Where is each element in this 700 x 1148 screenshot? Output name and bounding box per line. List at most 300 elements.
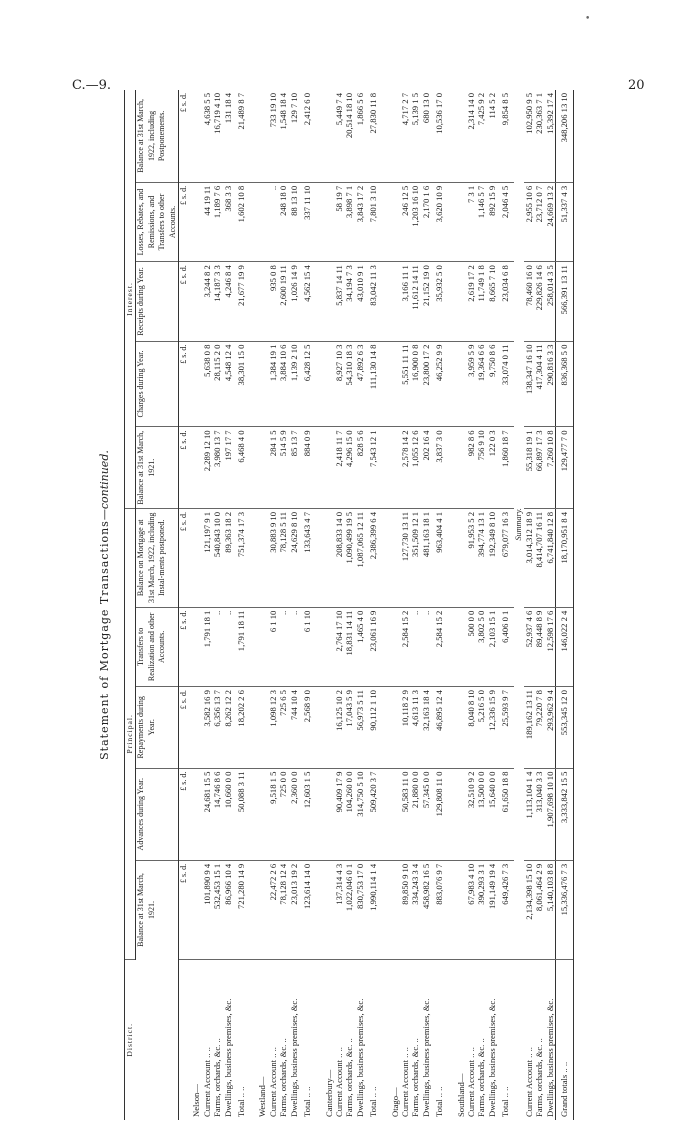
value-cell: 1,090,499 19 5	[344, 508, 354, 607]
value-cell: 23,800 17 2	[421, 341, 431, 427]
column-header: Balance on Mortgage at 31st March, 1922, including Instal-ments postponed.	[136, 508, 179, 607]
district-header: District.	[125, 959, 179, 1120]
value-cell: 248 18 0	[278, 182, 288, 261]
value-cell: 91,953 5 2	[466, 508, 476, 607]
value-cell: 18,831 14 11	[344, 607, 354, 686]
value-cell: 122 0 3	[487, 427, 497, 509]
row-label: Grand totals .. ..	[556, 959, 573, 1120]
value-cell: 4,246 8 4	[223, 262, 233, 341]
value-cell: 11,612 14 11	[410, 262, 420, 341]
value-cell: 892 15 9	[487, 182, 497, 261]
value-cell: 90,112 1 10	[365, 687, 381, 769]
district-heading-row	[255, 90, 267, 1120]
value-cell: 417,304 4 11	[534, 341, 544, 427]
value-cell: 121,197 9 1	[202, 508, 212, 607]
value-cell: 44 19 11	[202, 182, 212, 261]
value-cell: 55,318 19 1	[524, 427, 534, 509]
value-cell: 733 19 10	[268, 90, 278, 182]
value-cell: 114 5 2	[487, 90, 497, 182]
value-cell: 127,730 13 11	[400, 508, 410, 607]
value-cell: 111,130 14 8	[365, 341, 381, 427]
value-cell: 123,614 14 0	[299, 860, 315, 959]
value-cell: 293,962 9 4	[545, 687, 556, 769]
units-cell: £ s. d.	[179, 687, 190, 769]
value-cell: ..	[268, 182, 278, 261]
value-cell: 83,042 11 3	[365, 262, 381, 341]
value-cell: 1,189 7 6	[212, 182, 222, 261]
value-cell	[388, 262, 400, 341]
value-cell: 721,280 14 9	[233, 860, 249, 959]
value-cell: 9,750 8 6	[487, 341, 497, 427]
value-cell: 131 18 4	[223, 90, 233, 182]
value-cell	[322, 607, 334, 686]
value-cell: 86,966 10 4	[223, 860, 233, 959]
value-cell: 19,364 6 6	[476, 341, 486, 427]
row-label: Total .. ..	[236, 1086, 247, 1117]
value-cell	[322, 508, 334, 607]
value-cell: 2,584 15 2	[400, 607, 410, 686]
value-cell: 57,345 0 0	[421, 768, 431, 860]
value-cell: 10,660 0 0	[223, 768, 233, 860]
value-cell	[189, 90, 201, 182]
units-row	[179, 90, 190, 1120]
value-cell	[322, 341, 334, 427]
value-cell: 230,363 7 1	[534, 90, 544, 182]
value-cell: 2,568 9 0	[299, 687, 315, 769]
table-row	[202, 90, 212, 1120]
value-cell: 725 6 5	[278, 687, 288, 769]
value-cell: 2,386,399 6 4	[365, 508, 381, 607]
value-cell: 540,843 10 0	[212, 508, 222, 607]
value-cell: 3,582 16 9	[202, 687, 212, 769]
value-cell: 2,103 15 1	[487, 607, 497, 686]
value-cell: 16,719 4 10	[212, 90, 222, 182]
value-cell: 46,895 12 4	[431, 687, 447, 769]
value-cell	[322, 768, 334, 860]
table-row	[400, 90, 410, 1120]
page-reference: C.—9.	[72, 78, 112, 93]
value-cell: 61,650 18 8	[497, 768, 513, 860]
row-label: Total .. ..	[500, 1086, 511, 1117]
value-cell: 21,152 19 0	[421, 262, 431, 341]
value-cell: 21,677 19 9	[233, 262, 249, 341]
value-cell: 290,816 3 3	[545, 341, 556, 427]
value-cell	[454, 687, 466, 769]
value-cell: 4,717 2 7	[400, 90, 410, 182]
value-cell	[388, 90, 400, 182]
value-cell: 1,791 18 11	[233, 607, 249, 686]
value-cell	[322, 427, 334, 509]
value-cell: 7,260 10 8	[545, 427, 556, 509]
value-cell: 23,712 0 7	[534, 182, 544, 261]
value-cell: 6,468 4 0	[233, 427, 249, 509]
column-header: Balance at 31st March, 1922, including Postponements.	[136, 90, 179, 182]
units-cell: £ s. d.	[179, 860, 190, 959]
value-cell: 1,990,114 1 4	[365, 860, 381, 959]
value-cell	[189, 607, 201, 686]
value-cell: 1,866 5 6	[355, 90, 365, 182]
district-heading-row	[189, 90, 201, 1120]
value-cell: 3,244 8 2	[202, 262, 212, 341]
table-row	[410, 90, 420, 1120]
row-label: Total .. ..	[434, 1086, 445, 1117]
value-cell: 2,764 17 10	[334, 607, 344, 686]
value-cell	[255, 262, 267, 341]
value-cell: 133,643 4 7	[299, 508, 315, 607]
value-cell: 129,477 7 0	[556, 427, 573, 509]
value-cell: ..	[212, 607, 222, 686]
value-cell: 88 13 10	[289, 182, 299, 261]
value-cell: 8,665 7 10	[487, 262, 497, 341]
value-cell: 15,640 0 0	[487, 768, 497, 860]
value-cell: 1,098 12 3	[268, 687, 278, 769]
value-cell: 15,392 17 4	[545, 90, 556, 182]
row-label: Dwellings, business premises, &c.	[354, 998, 365, 1117]
value-cell: 192,349 8 10	[487, 508, 497, 607]
total-row	[431, 90, 447, 1120]
value-cell: ..	[278, 607, 288, 686]
value-cell: 14,187 3 3	[212, 262, 222, 341]
value-cell	[454, 860, 466, 959]
row-label: Current Account .. ..	[465, 1047, 476, 1117]
value-cell: 830,753 17 0	[355, 860, 365, 959]
value-cell: 54,310 18 3	[344, 341, 354, 427]
value-cell: 284 1 5	[268, 427, 278, 509]
value-cell: 102,950 9 5	[524, 90, 534, 182]
value-cell: 1,146 5 7	[476, 182, 486, 261]
summary-heading-row	[514, 90, 524, 1120]
value-cell: 246 12 5	[400, 182, 410, 261]
units-cell: £ s. d.	[179, 90, 190, 182]
value-cell: 553,345 12 0	[556, 687, 573, 769]
value-cell: 23,013 19 2	[289, 860, 299, 959]
value-cell	[454, 427, 466, 509]
value-cell: 3,843 17 2	[355, 182, 365, 261]
value-cell: 101,890 9 4	[202, 860, 212, 959]
value-cell: 47,892 6 3	[355, 341, 365, 427]
table-row	[355, 90, 365, 1120]
value-cell: 351,509 12 1	[410, 508, 420, 607]
value-cell: 3,837 3 0	[431, 427, 447, 509]
column-header: Receipts during Year.	[136, 262, 179, 341]
value-cell: 90,409 17 9	[334, 768, 344, 860]
value-cell: 7,425 9 2	[476, 90, 486, 182]
value-cell	[189, 341, 201, 427]
value-cell: 3,898 7 1	[344, 182, 354, 261]
value-cell	[454, 262, 466, 341]
value-cell: 23,034 6 8	[497, 262, 513, 341]
value-cell: 836,368 5 0	[556, 341, 573, 427]
value-cell	[454, 182, 466, 261]
value-cell: 6 1 10	[299, 607, 315, 686]
value-cell: 50,088 3 11	[233, 768, 249, 860]
value-cell: 58 19 7	[334, 182, 344, 261]
value-cell: 1,860 18 7	[497, 427, 513, 509]
value-cell: 1,384 19 1	[268, 341, 278, 427]
value-cell: 89,448 8 9	[534, 607, 544, 686]
value-cell: 649,426 7 3	[497, 860, 513, 959]
value-cell: 3,333,842 15 5	[556, 768, 573, 860]
value-cell: 137,314 4 3	[334, 860, 344, 959]
row-label: Current Account .. ..	[333, 1047, 344, 1117]
value-cell: 1,139 2 10	[289, 341, 299, 427]
table-row	[534, 90, 544, 1120]
table-row	[344, 90, 354, 1120]
value-cell	[388, 341, 400, 427]
value-cell: 1,907,698 10 10	[545, 768, 556, 860]
table-row	[476, 90, 486, 1120]
value-cell: 24,629 8 10	[289, 508, 299, 607]
value-cell: ..	[289, 607, 299, 686]
table-row	[487, 90, 497, 1120]
value-cell: 500 0 0	[466, 607, 476, 686]
value-cell: 14,746 8 6	[212, 768, 222, 860]
value-cell: 1,791 18 1	[202, 607, 212, 686]
value-cell	[189, 687, 201, 769]
value-cell: 2,046 4 5	[497, 182, 513, 261]
value-cell: 27,830 11 8	[365, 90, 381, 182]
value-cell: 532,453 15 1	[212, 860, 222, 959]
value-cell: 7,543 12 1	[365, 427, 381, 509]
value-cell	[189, 860, 201, 959]
value-cell	[255, 687, 267, 769]
value-cell: 23,061 16 9	[365, 607, 381, 686]
value-cell: 3,014,312 18 9	[524, 508, 534, 607]
value-cell: 32,510 9 2	[466, 768, 476, 860]
value-cell: 458,982 16 5	[421, 860, 431, 959]
value-cell	[454, 607, 466, 686]
value-cell: 43,010 9 1	[355, 262, 365, 341]
value-cell: 9,518 1 5	[268, 768, 278, 860]
value-cell: 33,074 0 11	[497, 341, 513, 427]
value-cell	[388, 508, 400, 607]
value-cell: 2,955 10 6	[524, 182, 534, 261]
total-row	[233, 90, 249, 1120]
value-cell: 202 16 4	[421, 427, 431, 509]
value-cell	[388, 182, 400, 261]
value-cell: 2,360 0 0	[289, 768, 299, 860]
value-cell: 46,252 9 9	[431, 341, 447, 427]
district-heading-row	[454, 90, 466, 1120]
value-cell	[255, 860, 267, 959]
value-cell: 566,391 13 11	[556, 262, 573, 341]
value-cell: 5,140,103 8 8	[545, 860, 556, 959]
value-cell: 7,801 3 10	[365, 182, 381, 261]
value-cell: 883,076 9 7	[431, 860, 447, 959]
grand-total-row	[556, 90, 573, 1120]
row-label: Farms, orchards, &c. ..	[212, 1038, 223, 1117]
value-cell: 6,741,840 12 8	[545, 508, 556, 607]
column-header: Advances during Year.	[136, 768, 179, 860]
units-spacer	[179, 959, 190, 1120]
value-cell	[255, 90, 267, 182]
value-cell: 89,363 18 2	[223, 508, 233, 607]
value-cell	[189, 182, 201, 261]
value-cell: 129,808 11 0	[431, 768, 447, 860]
units-cell: £ s. d.	[179, 768, 190, 860]
value-cell: 1,203 16 10	[410, 182, 420, 261]
value-cell: 78,128 12 4	[278, 860, 288, 959]
total-row	[365, 90, 381, 1120]
units-cell: £ s. d.	[179, 427, 190, 509]
value-cell: 935 0 8	[268, 262, 278, 341]
value-cell: 1,548 18 4	[278, 90, 288, 182]
value-cell: 2,418 11 7	[334, 427, 344, 509]
table-row	[289, 90, 299, 1120]
column-header: Repayments during Year.	[136, 687, 179, 769]
value-cell: 2,134,398 15 10	[524, 860, 534, 959]
table-row	[524, 90, 534, 1120]
value-cell: 208,833 14 0	[334, 508, 344, 607]
value-cell: 6,356 13 7	[212, 687, 222, 769]
district-heading-row	[322, 90, 334, 1120]
value-cell	[189, 262, 201, 341]
value-cell: 4,638 5 5	[202, 90, 212, 182]
value-cell: 38,301 15 0	[233, 341, 249, 427]
value-cell	[454, 341, 466, 427]
value-cell: 8,927 10 3	[334, 341, 344, 427]
value-cell: 6,428 12 5	[299, 341, 315, 427]
summary-heading: Summary.	[514, 90, 524, 959]
value-cell	[322, 90, 334, 182]
value-cell: 10,536 17 0	[431, 90, 447, 182]
value-cell: 8,262 12 2	[223, 687, 233, 769]
row-label: Total .. ..	[368, 1086, 379, 1117]
value-cell: 884 0 9	[299, 427, 315, 509]
row-label: Otago—	[389, 1087, 400, 1117]
value-cell: 4,548 12 4	[223, 341, 233, 427]
row-label: Dwellings, business premises, &c.	[288, 998, 299, 1117]
row-label: Farms, orchards, &c. ..	[476, 1038, 487, 1117]
value-cell: 5,216 5 0	[476, 687, 486, 769]
table-row	[212, 90, 222, 1120]
value-cell: 2,170 1 6	[421, 182, 431, 261]
units-cell: £ s. d.	[179, 607, 190, 686]
value-cell: 16,900 0 8	[410, 341, 420, 427]
interest-header: Interest.	[125, 90, 136, 508]
column-header: Balance at 31st March, 1921.	[136, 427, 179, 509]
row-label: Total .. ..	[302, 1086, 313, 1117]
row-label: Westland—	[257, 1076, 268, 1117]
value-cell	[255, 341, 267, 427]
value-cell: 28,115 2 0	[212, 341, 222, 427]
value-cell: 5,638 0 8	[202, 341, 212, 427]
value-cell: 4,296 15 0	[344, 427, 354, 509]
row-label: Farms, orchards, &c. ..	[344, 1038, 355, 1117]
value-cell	[189, 508, 201, 607]
total-row	[299, 90, 315, 1120]
value-cell: 963,404 4 1	[431, 508, 447, 607]
value-cell: 3,980 13 7	[212, 427, 222, 509]
value-cell: 15,336,476 7 3	[556, 860, 573, 959]
value-cell: 138,347 16 10	[524, 341, 534, 427]
row-label: Current Account .. ..	[267, 1047, 278, 1117]
value-cell: 66,897 17 3	[534, 427, 544, 509]
mortgage-transactions-table	[124, 90, 574, 1120]
value-cell: 51,337 4 3	[556, 182, 573, 261]
value-cell: 13,500 0 0	[476, 768, 486, 860]
value-cell: 5,837 14 11	[334, 262, 344, 341]
value-cell	[255, 182, 267, 261]
value-cell: 191,149 19 4	[487, 860, 497, 959]
value-cell: 104,260 0 0	[344, 768, 354, 860]
column-header: Balance at 31st March, 1921.	[136, 860, 179, 959]
value-cell: 348,206 13 10	[556, 90, 573, 182]
value-cell: 189,162 13 11	[524, 687, 534, 769]
caption-suffix: —continued.	[98, 450, 111, 521]
value-cell: 6 1 10	[268, 607, 278, 686]
value-cell: ..	[410, 607, 420, 686]
value-cell: 390,293 3 1	[476, 860, 486, 959]
value-cell: 314,750 5 10	[355, 768, 365, 860]
value-cell: 1,465 4 0	[355, 607, 365, 686]
value-cell: 334,243 3 4	[410, 860, 420, 959]
table-row	[223, 90, 233, 1120]
value-cell: 56,973 5 11	[355, 687, 365, 769]
value-cell: 828 5 6	[355, 427, 365, 509]
value-cell: 756 9 10	[476, 427, 486, 509]
value-cell: 12,598 17 6	[545, 607, 556, 686]
units-cell: £ s. d.	[179, 341, 190, 427]
row-label: Current Account .. ..	[201, 1047, 212, 1117]
value-cell: 3,802 5 0	[476, 607, 486, 686]
value-cell: 2,314 14 0	[466, 90, 476, 182]
value-cell	[322, 860, 334, 959]
value-cell: 3,884 10 6	[278, 341, 288, 427]
column-header: Charges during Year.	[136, 341, 179, 427]
row-label: Dwellings, business premises, &c.	[222, 998, 233, 1117]
value-cell: 751,374 17 3	[233, 508, 249, 607]
value-cell: 4,613 11 3	[410, 687, 420, 769]
value-cell: 1,022,046 0 1	[344, 860, 354, 959]
value-cell	[454, 508, 466, 607]
value-cell: 8,061,464 2 9	[534, 860, 544, 959]
value-cell: 24,681 15 5	[202, 768, 212, 860]
table-row	[466, 90, 476, 1120]
value-cell: 229,826 14 6	[534, 262, 544, 341]
value-cell: 2,584 15 2	[431, 607, 447, 686]
value-cell: 1,055 12 6	[410, 427, 420, 509]
value-cell: ..	[421, 607, 431, 686]
caption-title: Statement of Mortgage Transactions	[98, 520, 111, 760]
value-cell: 514 5 9	[278, 427, 288, 509]
value-cell	[454, 768, 466, 860]
value-cell: 85 13 7	[289, 427, 299, 509]
value-cell	[189, 768, 201, 860]
units-cell: £ s. d.	[179, 508, 190, 607]
value-cell: 2,600 19 11	[278, 262, 288, 341]
units-cell: £ s. d.	[179, 262, 190, 341]
value-cell: 4,562 15 4	[299, 262, 315, 341]
value-cell: 17,043 5 9	[344, 687, 354, 769]
value-cell: 5,139 1 5	[410, 90, 420, 182]
table-row	[421, 90, 431, 1120]
value-cell	[388, 768, 400, 860]
value-cell: 21,489 8 7	[233, 90, 249, 182]
row-label: Farms, orchards, &c. ..	[410, 1038, 421, 1117]
value-cell: 197 17 7	[223, 427, 233, 509]
value-cell: 12,603 1 5	[299, 768, 315, 860]
value-cell	[189, 427, 201, 509]
row-label: Canterbury—	[323, 1069, 334, 1117]
value-cell: 258,014 3 5	[545, 262, 556, 341]
value-cell: 3,959 5 9	[466, 341, 476, 427]
row-label: Farms, orchards, &c. ..	[534, 1038, 545, 1117]
value-cell: 129 7 10	[289, 90, 299, 182]
value-cell	[255, 427, 267, 509]
value-cell: 2,412 6 0	[299, 90, 315, 182]
value-cell: ..	[223, 607, 233, 686]
